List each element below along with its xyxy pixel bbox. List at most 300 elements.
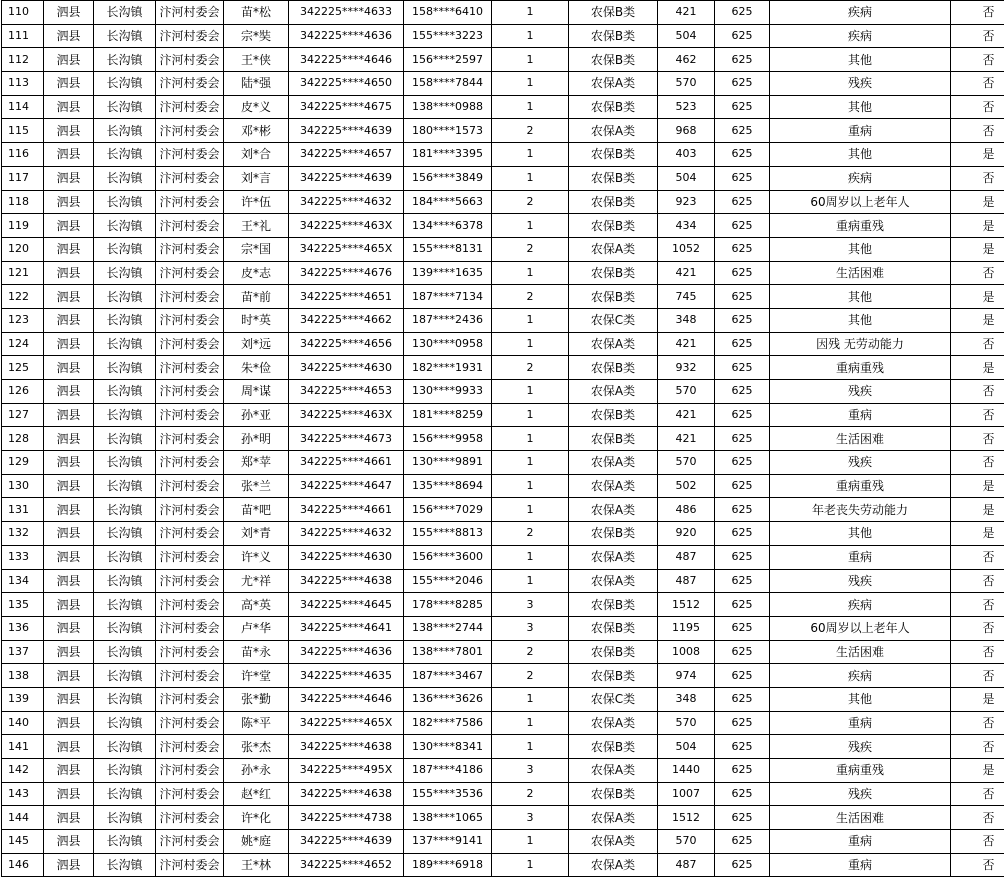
person-name-cell: 刘*青 <box>224 522 289 546</box>
phone-number-cell: 182****1931 <box>404 356 492 380</box>
table-row <box>2 593 1004 617</box>
village-committee-cell: 汴河村委会 <box>156 711 224 735</box>
table-row <box>2 451 1004 475</box>
county-cell: 泗县 <box>44 735 94 759</box>
village-committee-cell: 汴河村委会 <box>156 119 224 143</box>
village-committee-cell: 汴河村委会 <box>156 451 224 475</box>
amount-cell: 570 <box>658 711 715 735</box>
phone-number-cell: 130****9933 <box>404 380 492 404</box>
standard-cell: 625 <box>715 95 770 119</box>
phone-number-cell: 130****9891 <box>404 451 492 475</box>
household-size-cell: 2 <box>492 237 569 261</box>
person-name-cell: 皮*志 <box>224 261 289 285</box>
table-row <box>2 474 1004 498</box>
insurance-class-cell: 农保B类 <box>569 356 658 380</box>
table-row <box>2 308 1004 332</box>
village-committee-cell: 汴河村委会 <box>156 593 224 617</box>
household-size-cell: 1 <box>492 569 569 593</box>
phone-number-cell: 136****3626 <box>404 687 492 711</box>
village-committee-cell: 汴河村委会 <box>156 72 224 96</box>
phone-number-cell: 155****2046 <box>404 569 492 593</box>
row-number-cell: 134 <box>2 569 44 593</box>
standard-cell: 625 <box>715 356 770 380</box>
insurance-class-cell: 农保A类 <box>569 380 658 404</box>
reason-cell: 残疾 <box>770 569 951 593</box>
phone-number-cell: 156****7029 <box>404 498 492 522</box>
insurance-class-cell: 农保A类 <box>569 498 658 522</box>
person-name-cell: 许*堂 <box>224 664 289 688</box>
person-name-cell: 孙*永 <box>224 759 289 783</box>
standard-cell: 625 <box>715 143 770 167</box>
household-size-cell: 1 <box>492 711 569 735</box>
id-number-cell: 342225****4632 <box>289 190 404 214</box>
standard-cell: 625 <box>715 166 770 190</box>
amount-cell: 1512 <box>658 806 715 830</box>
county-cell: 泗县 <box>44 48 94 72</box>
insurance-class-cell: 农保A类 <box>569 545 658 569</box>
amount-cell: 403 <box>658 143 715 167</box>
household-size-cell: 3 <box>492 806 569 830</box>
person-name-cell: 苗*前 <box>224 285 289 309</box>
amount-cell: 504 <box>658 24 715 48</box>
flag-cell: 否 <box>951 735 1004 759</box>
village-committee-cell: 汴河村委会 <box>156 95 224 119</box>
amount-cell: 1052 <box>658 237 715 261</box>
person-name-cell: 许*伍 <box>224 190 289 214</box>
id-number-cell: 342225****4639 <box>289 166 404 190</box>
town-cell: 长沟镇 <box>94 735 156 759</box>
standard-cell: 625 <box>715 237 770 261</box>
table-row <box>2 24 1004 48</box>
row-number-cell: 113 <box>2 72 44 96</box>
town-cell: 长沟镇 <box>94 119 156 143</box>
county-cell: 泗县 <box>44 759 94 783</box>
phone-number-cell: 187****4186 <box>404 759 492 783</box>
town-cell: 长沟镇 <box>94 72 156 96</box>
amount-cell: 421 <box>658 427 715 451</box>
amount-cell: 434 <box>658 214 715 238</box>
phone-number-cell: 184****5663 <box>404 190 492 214</box>
amount-cell: 932 <box>658 356 715 380</box>
county-cell: 泗县 <box>44 830 94 854</box>
village-committee-cell: 汴河村委会 <box>156 640 224 664</box>
person-name-cell: 许*义 <box>224 545 289 569</box>
reason-cell: 其他 <box>770 48 951 72</box>
county-cell: 泗县 <box>44 593 94 617</box>
village-committee-cell: 汴河村委会 <box>156 806 224 830</box>
village-committee-cell: 汴河村委会 <box>156 166 224 190</box>
town-cell: 长沟镇 <box>94 640 156 664</box>
flag-cell: 否 <box>951 569 1004 593</box>
id-number-cell: 342225****4661 <box>289 498 404 522</box>
amount-cell: 1440 <box>658 759 715 783</box>
row-number-cell: 126 <box>2 380 44 404</box>
household-size-cell: 1 <box>492 853 569 877</box>
standard-cell: 625 <box>715 332 770 356</box>
county-cell: 泗县 <box>44 427 94 451</box>
county-cell: 泗县 <box>44 640 94 664</box>
household-size-cell: 1 <box>492 403 569 427</box>
village-committee-cell: 汴河村委会 <box>156 853 224 877</box>
county-cell: 泗县 <box>44 664 94 688</box>
county-cell: 泗县 <box>44 332 94 356</box>
reason-cell: 60周岁以上老年人 <box>770 190 951 214</box>
row-number-cell: 141 <box>2 735 44 759</box>
household-size-cell: 1 <box>492 498 569 522</box>
town-cell: 长沟镇 <box>94 853 156 877</box>
table-row <box>2 48 1004 72</box>
insurance-class-cell: 农保A类 <box>569 759 658 783</box>
county-cell: 泗县 <box>44 711 94 735</box>
phone-number-cell: 155****8131 <box>404 237 492 261</box>
household-size-cell: 3 <box>492 759 569 783</box>
id-number-cell: 342225****4738 <box>289 806 404 830</box>
flag-cell: 否 <box>951 853 1004 877</box>
person-name-cell: 周*谋 <box>224 380 289 404</box>
row-number-cell: 112 <box>2 48 44 72</box>
town-cell: 长沟镇 <box>94 356 156 380</box>
household-size-cell: 1 <box>492 95 569 119</box>
insurance-class-cell: 农保A类 <box>569 119 658 143</box>
town-cell: 长沟镇 <box>94 569 156 593</box>
amount-cell: 421 <box>658 1 715 25</box>
flag-cell: 是 <box>951 759 1004 783</box>
standard-cell: 625 <box>715 498 770 522</box>
person-name-cell: 张*勤 <box>224 687 289 711</box>
phone-number-cell: 156****3849 <box>404 166 492 190</box>
village-committee-cell: 汴河村委会 <box>156 261 224 285</box>
reason-cell: 疾病 <box>770 24 951 48</box>
village-committee-cell: 汴河村委会 <box>156 380 224 404</box>
person-name-cell: 郑*苹 <box>224 451 289 475</box>
flag-cell: 是 <box>951 143 1004 167</box>
row-number-cell: 135 <box>2 593 44 617</box>
reason-cell: 重病 <box>770 545 951 569</box>
phone-number-cell: 138****7801 <box>404 640 492 664</box>
standard-cell: 625 <box>715 72 770 96</box>
table-row <box>2 498 1004 522</box>
row-number-cell: 114 <box>2 95 44 119</box>
table-row <box>2 759 1004 783</box>
id-number-cell: 342225****4653 <box>289 380 404 404</box>
amount-cell: 523 <box>658 95 715 119</box>
amount-cell: 421 <box>658 261 715 285</box>
county-cell: 泗县 <box>44 214 94 238</box>
person-name-cell: 刘*合 <box>224 143 289 167</box>
village-committee-cell: 汴河村委会 <box>156 687 224 711</box>
standard-cell: 625 <box>715 853 770 877</box>
standard-cell: 625 <box>715 569 770 593</box>
id-number-cell: 342225****4635 <box>289 664 404 688</box>
table-row <box>2 119 1004 143</box>
id-number-cell: 342225****4647 <box>289 474 404 498</box>
flag-cell: 否 <box>951 403 1004 427</box>
person-name-cell: 苗*永 <box>224 640 289 664</box>
table-row <box>2 95 1004 119</box>
flag-cell: 否 <box>951 593 1004 617</box>
standard-cell: 625 <box>715 48 770 72</box>
town-cell: 长沟镇 <box>94 1 156 25</box>
county-cell: 泗县 <box>44 569 94 593</box>
household-size-cell: 1 <box>492 48 569 72</box>
row-number-cell: 129 <box>2 451 44 475</box>
standard-cell: 625 <box>715 782 770 806</box>
amount-cell: 923 <box>658 190 715 214</box>
id-number-cell: 342225****4657 <box>289 143 404 167</box>
insurance-class-cell: 农保B类 <box>569 285 658 309</box>
row-number-cell: 127 <box>2 403 44 427</box>
reason-cell: 生活困难 <box>770 640 951 664</box>
row-number-cell: 132 <box>2 522 44 546</box>
village-committee-cell: 汴河村委会 <box>156 498 224 522</box>
amount-cell: 421 <box>658 403 715 427</box>
row-number-cell: 133 <box>2 545 44 569</box>
village-committee-cell: 汴河村委会 <box>156 214 224 238</box>
table-row <box>2 190 1004 214</box>
household-size-cell: 1 <box>492 735 569 759</box>
flag-cell: 否 <box>951 166 1004 190</box>
table-row <box>2 332 1004 356</box>
insurance-class-cell: 农保A类 <box>569 451 658 475</box>
id-number-cell: 342225****4630 <box>289 356 404 380</box>
county-cell: 泗县 <box>44 545 94 569</box>
household-size-cell: 2 <box>492 782 569 806</box>
reason-cell: 残疾 <box>770 72 951 96</box>
table-row <box>2 806 1004 830</box>
id-number-cell: 342225****465X <box>289 237 404 261</box>
person-name-cell: 宗*奘 <box>224 24 289 48</box>
reason-cell: 重病 <box>770 119 951 143</box>
reason-cell: 其他 <box>770 237 951 261</box>
table-row <box>2 830 1004 854</box>
household-size-cell: 1 <box>492 308 569 332</box>
reason-cell: 因残 无劳动能力 <box>770 332 951 356</box>
town-cell: 长沟镇 <box>94 806 156 830</box>
flag-cell: 否 <box>951 261 1004 285</box>
flag-cell: 否 <box>951 545 1004 569</box>
household-size-cell: 1 <box>492 830 569 854</box>
village-committee-cell: 汴河村委会 <box>156 403 224 427</box>
reason-cell: 重病 <box>770 853 951 877</box>
town-cell: 长沟镇 <box>94 143 156 167</box>
town-cell: 长沟镇 <box>94 474 156 498</box>
id-number-cell: 342225****4638 <box>289 735 404 759</box>
standard-cell: 625 <box>715 759 770 783</box>
town-cell: 长沟镇 <box>94 308 156 332</box>
flag-cell: 否 <box>951 95 1004 119</box>
reason-cell: 其他 <box>770 95 951 119</box>
row-number-cell: 140 <box>2 711 44 735</box>
flag-cell: 是 <box>951 308 1004 332</box>
phone-number-cell: 139****1635 <box>404 261 492 285</box>
amount-cell: 968 <box>658 119 715 143</box>
county-cell: 泗县 <box>44 522 94 546</box>
standard-cell: 625 <box>715 380 770 404</box>
phone-number-cell: 158****6410 <box>404 1 492 25</box>
county-cell: 泗县 <box>44 190 94 214</box>
town-cell: 长沟镇 <box>94 24 156 48</box>
phone-number-cell: 137****9141 <box>404 830 492 854</box>
insurance-class-cell: 农保B类 <box>569 166 658 190</box>
standard-cell: 625 <box>715 616 770 640</box>
table-row <box>2 237 1004 261</box>
phone-number-cell: 134****6378 <box>404 214 492 238</box>
phone-number-cell: 130****0958 <box>404 332 492 356</box>
table-row <box>2 664 1004 688</box>
insurance-class-cell: 农保B类 <box>569 593 658 617</box>
person-name-cell: 张*杰 <box>224 735 289 759</box>
flag-cell: 否 <box>951 782 1004 806</box>
id-number-cell: 342225****4676 <box>289 261 404 285</box>
household-size-cell: 1 <box>492 474 569 498</box>
household-size-cell: 1 <box>492 332 569 356</box>
table-row <box>2 166 1004 190</box>
household-size-cell: 2 <box>492 285 569 309</box>
table-row <box>2 782 1004 806</box>
flag-cell: 否 <box>951 24 1004 48</box>
reason-cell: 其他 <box>770 143 951 167</box>
flag-cell: 否 <box>951 427 1004 451</box>
amount-cell: 487 <box>658 853 715 877</box>
insurance-class-cell: 农保B类 <box>569 95 658 119</box>
amount-cell: 920 <box>658 522 715 546</box>
phone-number-cell: 138****1065 <box>404 806 492 830</box>
town-cell: 长沟镇 <box>94 545 156 569</box>
phone-number-cell: 156****3600 <box>404 545 492 569</box>
insurance-class-cell: 农保A类 <box>569 72 658 96</box>
county-cell: 泗县 <box>44 380 94 404</box>
county-cell: 泗县 <box>44 166 94 190</box>
village-committee-cell: 汴河村委会 <box>156 759 224 783</box>
amount-cell: 1512 <box>658 593 715 617</box>
row-number-cell: 110 <box>2 1 44 25</box>
household-size-cell: 1 <box>492 451 569 475</box>
household-size-cell: 2 <box>492 190 569 214</box>
amount-cell: 1195 <box>658 616 715 640</box>
village-committee-cell: 汴河村委会 <box>156 830 224 854</box>
amount-cell: 462 <box>658 48 715 72</box>
county-cell: 泗县 <box>44 782 94 806</box>
town-cell: 长沟镇 <box>94 451 156 475</box>
reason-cell: 重病重残 <box>770 474 951 498</box>
insurance-class-cell: 农保A类 <box>569 830 658 854</box>
row-number-cell: 137 <box>2 640 44 664</box>
phone-number-cell: 187****3467 <box>404 664 492 688</box>
village-committee-cell: 汴河村委会 <box>156 474 224 498</box>
town-cell: 长沟镇 <box>94 782 156 806</box>
id-number-cell: 342225****4639 <box>289 119 404 143</box>
insurance-class-cell: 农保B类 <box>569 1 658 25</box>
insurance-class-cell: 农保B类 <box>569 190 658 214</box>
town-cell: 长沟镇 <box>94 190 156 214</box>
table-row <box>2 261 1004 285</box>
insurance-class-cell: 农保B类 <box>569 664 658 688</box>
phone-number-cell: 156****2597 <box>404 48 492 72</box>
standard-cell: 625 <box>715 308 770 332</box>
reason-cell: 年老丧失劳动能力 <box>770 498 951 522</box>
table-row <box>2 72 1004 96</box>
amount-cell: 348 <box>658 687 715 711</box>
insurance-class-cell: 农保A类 <box>569 711 658 735</box>
id-number-cell: 342225****4661 <box>289 451 404 475</box>
reason-cell: 其他 <box>770 522 951 546</box>
person-name-cell: 高*英 <box>224 593 289 617</box>
household-size-cell: 2 <box>492 664 569 688</box>
village-committee-cell: 汴河村委会 <box>156 522 224 546</box>
village-committee-cell: 汴河村委会 <box>156 569 224 593</box>
standard-cell: 625 <box>715 214 770 238</box>
village-committee-cell: 汴河村委会 <box>156 332 224 356</box>
household-size-cell: 1 <box>492 1 569 25</box>
standard-cell: 625 <box>715 545 770 569</box>
person-name-cell: 王*礼 <box>224 214 289 238</box>
person-name-cell: 孙*亚 <box>224 403 289 427</box>
county-cell: 泗县 <box>44 285 94 309</box>
standard-cell: 625 <box>715 403 770 427</box>
id-number-cell: 342225****4636 <box>289 640 404 664</box>
flag-cell: 是 <box>951 285 1004 309</box>
person-name-cell: 苗*吧 <box>224 498 289 522</box>
row-number-cell: 136 <box>2 616 44 640</box>
row-number-cell: 130 <box>2 474 44 498</box>
phone-number-cell: 187****7134 <box>404 285 492 309</box>
household-size-cell: 2 <box>492 522 569 546</box>
reason-cell: 疾病 <box>770 1 951 25</box>
town-cell: 长沟镇 <box>94 332 156 356</box>
person-name-cell: 苗*松 <box>224 1 289 25</box>
reason-cell: 重病 <box>770 830 951 854</box>
id-number-cell: 342225****4638 <box>289 569 404 593</box>
reason-cell: 其他 <box>770 285 951 309</box>
county-cell: 泗县 <box>44 403 94 427</box>
id-number-cell: 342225****4633 <box>289 1 404 25</box>
person-name-cell: 时*英 <box>224 308 289 332</box>
row-number-cell: 125 <box>2 356 44 380</box>
household-size-cell: 1 <box>492 24 569 48</box>
phone-number-cell: 155****8813 <box>404 522 492 546</box>
row-number-cell: 116 <box>2 143 44 167</box>
household-size-cell: 2 <box>492 119 569 143</box>
standard-cell: 625 <box>715 285 770 309</box>
id-number-cell: 342225****463X <box>289 403 404 427</box>
id-number-cell: 342225****4636 <box>289 24 404 48</box>
phone-number-cell: 156****9958 <box>404 427 492 451</box>
amount-cell: 487 <box>658 545 715 569</box>
flag-cell: 否 <box>951 119 1004 143</box>
flag-cell: 否 <box>951 1 1004 25</box>
reason-cell: 重病重残 <box>770 759 951 783</box>
amount-cell: 486 <box>658 498 715 522</box>
standard-cell: 625 <box>715 735 770 759</box>
table-row <box>2 522 1004 546</box>
village-committee-cell: 汴河村委会 <box>156 545 224 569</box>
county-cell: 泗县 <box>44 498 94 522</box>
phone-number-cell: 138****0988 <box>404 95 492 119</box>
phone-number-cell: 138****2744 <box>404 616 492 640</box>
village-committee-cell: 汴河村委会 <box>156 285 224 309</box>
amount-cell: 570 <box>658 380 715 404</box>
insurance-class-cell: 农保B类 <box>569 616 658 640</box>
insurance-class-cell: 农保B类 <box>569 24 658 48</box>
flag-cell: 是 <box>951 687 1004 711</box>
town-cell: 长沟镇 <box>94 95 156 119</box>
person-name-cell: 姚*庭 <box>224 830 289 854</box>
phone-number-cell: 181****3395 <box>404 143 492 167</box>
town-cell: 长沟镇 <box>94 687 156 711</box>
town-cell: 长沟镇 <box>94 616 156 640</box>
town-cell: 长沟镇 <box>94 403 156 427</box>
person-name-cell: 邓*彬 <box>224 119 289 143</box>
